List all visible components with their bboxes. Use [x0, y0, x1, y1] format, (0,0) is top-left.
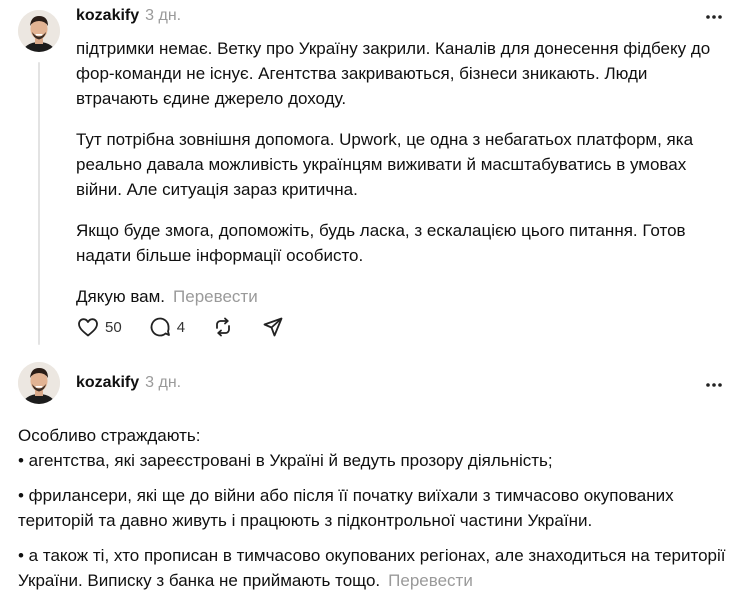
post-paragraph: підтримки немає. Ветку про Україну закрили. Каналів для донесення фідбеку до фор-команди не існує. Агентства закриваються, бізнеси зникають. Люди втрачають єдине джерело доходу.	[76, 39, 711, 108]
post-paragraph: • фрилансери, які ще до війни або після її початку виїхали з тимчасово окупованих територій та давно живуть і працюють з підконтрольної частини України.	[18, 486, 674, 530]
post-text: • а також ті, хто прописан в тимчасово окупованих регіонах, але знаходиться на території України. Виписку з банка не приймають тощо.	[18, 546, 726, 590]
reply-button[interactable]	[148, 315, 185, 339]
post	[0, 349, 740, 603]
post-paragraph: Тут потрібна зовнішня допомога. Upwork, це одна з небагатьох платформ, яка реально давала можливість українцям виживати й масштабуватись в умовах війни. Але ситуація зараз критична.	[76, 130, 694, 199]
post-body	[18, 423, 728, 603]
share-button[interactable]	[261, 315, 285, 339]
like-button[interactable]	[76, 315, 122, 339]
post-paragraph-last	[18, 543, 728, 593]
post-paragraph: Особливо страждають: • агентства, які зареєстровані в Україні й ведуть прозору діяльність;	[18, 426, 553, 470]
post-text: Дякую вам.	[76, 287, 166, 306]
more-icon[interactable]	[702, 373, 726, 397]
username[interactable]: kozakify	[76, 374, 140, 391]
comment-icon	[148, 315, 172, 339]
post-paragraph-last	[76, 284, 726, 309]
translate-link[interactable]: Перевести	[173, 287, 258, 306]
heart-icon	[76, 315, 100, 339]
timestamp[interactable]: 3 дн.	[145, 374, 182, 391]
username[interactable]: kozakify	[76, 7, 140, 24]
translate-link[interactable]: Перевести	[388, 571, 473, 590]
post-body	[76, 36, 726, 325]
action-bar	[76, 313, 311, 341]
repost-button[interactable]	[211, 315, 235, 339]
post-paragraph: Якщо буде змога, допоможіть, будь ласка, з ескалацією цього питання. Готов надати більше інформації особисто.	[76, 221, 686, 265]
post-header	[76, 7, 181, 29]
thread-line	[38, 62, 40, 345]
reply-count: 4	[176, 318, 186, 336]
like-count: 50	[105, 318, 122, 336]
avatar[interactable]	[18, 10, 60, 52]
avatar[interactable]	[18, 362, 60, 404]
repost-icon	[211, 315, 235, 339]
share-icon	[261, 315, 285, 339]
post-header	[76, 374, 181, 396]
more-icon[interactable]	[702, 5, 726, 29]
timestamp[interactable]: 3 дн.	[145, 7, 182, 24]
